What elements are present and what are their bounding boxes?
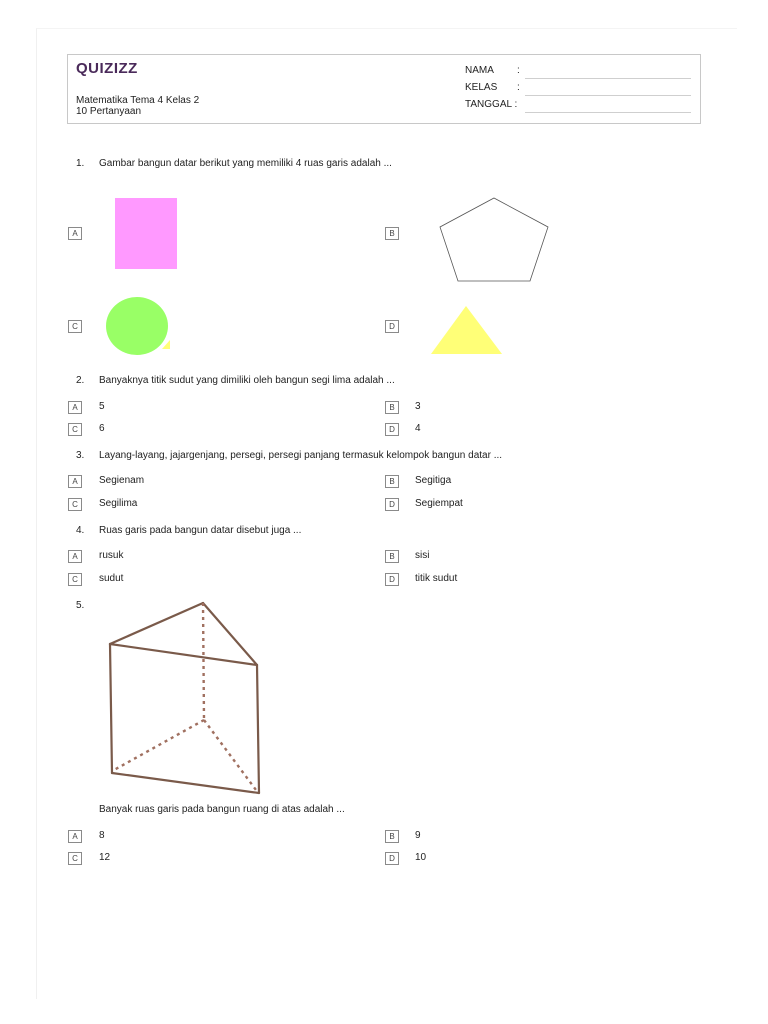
q1-option-b-pentagon[interactable] — [438, 197, 550, 283]
yellow-triangle-shape — [431, 306, 502, 354]
question-1-number: 1. — [76, 158, 85, 169]
q4-option-d-box[interactable]: D — [385, 573, 399, 586]
quiz-title: Matematika Tema 4 Kelas 2 — [76, 95, 200, 106]
q5-option-c-box[interactable]: C — [68, 852, 82, 865]
q1-option-b-box[interactable]: B — [385, 227, 399, 240]
q2-option-a-box[interactable]: A — [68, 401, 82, 414]
name-colon: : — [517, 65, 520, 76]
q3-option-b-text[interactable]: Segitiga — [415, 475, 452, 486]
q5-option-d-box[interactable]: D — [385, 852, 399, 865]
q3-option-b-box[interactable]: B — [385, 475, 399, 488]
question-3-text: Layang-layang, jajargenjang, persegi, persegi panjang termasuk kelompok bangun datar ... — [99, 450, 503, 461]
q4-option-a-box[interactable]: A — [68, 550, 82, 563]
q4-option-c-text[interactable]: sudut — [99, 573, 124, 584]
class-field[interactable] — [465, 82, 695, 96]
q5-option-a-text[interactable]: 8 — [99, 830, 105, 841]
q5-option-b-text[interactable]: 9 — [415, 830, 421, 841]
triangular-prism-figure — [106, 600, 266, 796]
q4-option-d-text[interactable]: titik sudut — [415, 573, 458, 584]
date-field[interactable] — [465, 99, 695, 113]
quizizz-logo: QUIZIZZ — [76, 60, 138, 77]
q2-option-c-text[interactable]: 6 — [99, 423, 105, 434]
q4-option-c-box[interactable]: C — [68, 573, 82, 586]
prism-edge-right-vertical — [257, 665, 259, 793]
q2-option-b-box[interactable]: B — [385, 401, 399, 414]
question-3-number: 3. — [76, 450, 85, 461]
q1-option-d-yellow-triangle[interactable] — [431, 306, 503, 354]
pink-rectangle-shape — [115, 198, 177, 269]
q1-option-c-green-circle[interactable] — [106, 297, 172, 355]
q2-option-d-box[interactable]: D — [385, 423, 399, 436]
q2-option-d-text[interactable]: 4 — [415, 423, 421, 434]
q5-option-c-text[interactable]: 12 — [99, 852, 111, 863]
class-line — [525, 95, 691, 96]
q1-option-a-pink-rectangle[interactable] — [115, 198, 177, 269]
q5-option-a-box[interactable]: A — [68, 830, 82, 843]
date-line — [525, 112, 691, 113]
q1-option-c-box[interactable]: C — [68, 320, 82, 333]
q5-option-b-box[interactable]: B — [385, 830, 399, 843]
q4-option-b-text[interactable]: sisi — [415, 550, 430, 561]
question-2-number: 2. — [76, 375, 85, 386]
name-field[interactable] — [465, 65, 695, 79]
prism-edge-top-front — [110, 644, 257, 665]
q3-option-d-text[interactable]: Segiempat — [415, 498, 463, 509]
prism-edge-bottom-front — [112, 773, 259, 793]
pentagon-shape — [440, 198, 548, 281]
prism-hidden-edge-bottom-left — [114, 720, 204, 770]
class-label: KELAS — [465, 82, 498, 93]
date-label: TANGGAL : — [465, 99, 518, 110]
q1-option-d-box[interactable]: D — [385, 320, 399, 333]
question-2-text: Banyaknya titik sudut yang dimiliki oleh bangun segi lima adalah ... — [99, 375, 395, 386]
q2-option-c-box[interactable]: C — [68, 423, 82, 436]
prism-edge-left-vertical — [110, 644, 112, 773]
q4-option-b-box[interactable]: B — [385, 550, 399, 563]
prism-edge-top-left — [110, 603, 203, 644]
prism-hidden-edge-bottom-right — [204, 720, 256, 790]
q3-option-d-box[interactable]: D — [385, 498, 399, 511]
question-1-text: Gambar bangun datar berikut yang memiliki 4 ruas garis adalah ... — [99, 158, 392, 169]
q3-option-c-box[interactable]: C — [68, 498, 82, 511]
question-4-text: Ruas garis pada bangun datar disebut juga ... — [99, 525, 302, 536]
q1-option-a-box[interactable]: A — [68, 227, 82, 240]
name-label: NAMA — [465, 65, 494, 76]
question-4-number: 4. — [76, 525, 85, 536]
q2-option-b-text[interactable]: 3 — [415, 401, 421, 412]
worksheet-header — [67, 54, 701, 124]
question-count: 10 Pertanyaan — [76, 106, 142, 117]
green-circle-shape — [106, 297, 168, 355]
class-colon: : — [517, 82, 520, 93]
question-5-text: Banyak ruas garis pada bangun ruang di atas adalah ... — [99, 804, 345, 815]
question-5-number: 5. — [76, 600, 85, 611]
q3-option-a-box[interactable]: A — [68, 475, 82, 488]
q2-option-a-text[interactable]: 5 — [99, 401, 105, 412]
q4-option-a-text[interactable]: rusuk — [99, 550, 124, 561]
prism-edge-top-right — [203, 603, 257, 665]
q3-option-c-text[interactable]: Segilima — [99, 498, 138, 509]
q5-option-d-text[interactable]: 10 — [415, 852, 427, 863]
name-line — [525, 78, 691, 79]
prism-hidden-edge-back — [203, 603, 204, 720]
q3-option-a-text[interactable]: Segienam — [99, 475, 145, 486]
